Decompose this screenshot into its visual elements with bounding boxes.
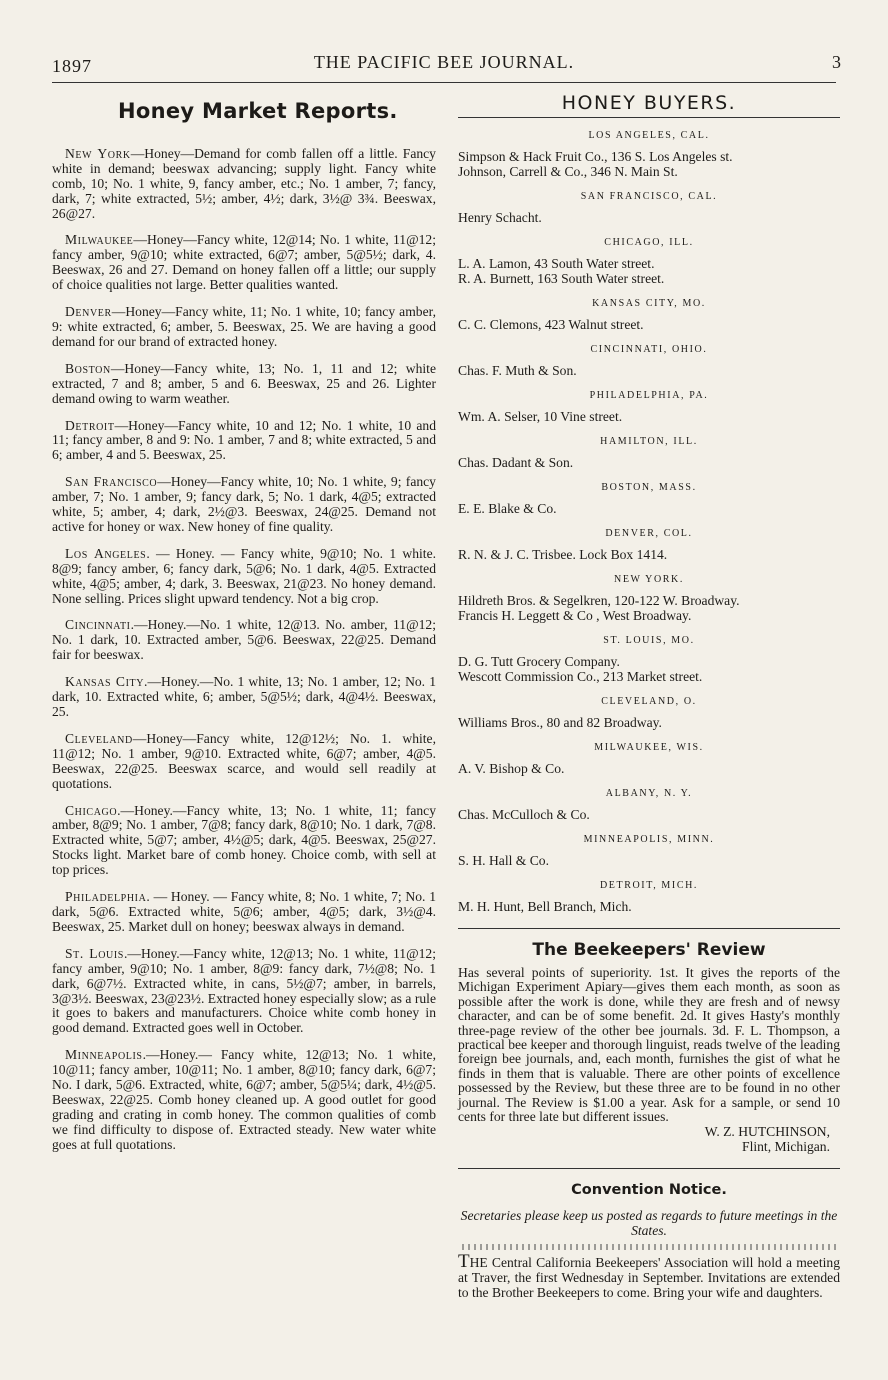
buyers-city-heading: DENVER, COL. <box>605 528 693 539</box>
ornamental-rule <box>462 1244 836 1250</box>
report-text: —Honey—Fancy white, 10 and 12; No. 1 white, 10 and 11; fancy amber, 8 and 9: No. 1 amber, 7 and 8; white extracted, 5 and 6; amber, 4 and 5. Beeswax, 25. <box>52 417 436 463</box>
report-city: San Francisco <box>65 474 158 490</box>
buyers-city-heading: CINCINNATI, OHIO. <box>590 344 708 355</box>
report-text: —Honey—Fancy white, 12@12½; No. 1. white, 11@12; No. 1 amber, 9@10. Extracted white, 6@7; amber, 4@5. Beeswax, 22@25. Beeswax scarce, and would sell readily at quotations. <box>52 730 436 791</box>
report-city: St. Louis <box>65 945 124 961</box>
report-city: Cleveland <box>65 730 133 746</box>
report-text: .—Honey.— Fancy white, 12@13; No. 1 white, 10@11; fancy amber, 10@11; No. 1 amber, 8@10; fancy dark, 6@7; No. I dark, 5@6. Extracted, white, 6@7; amber, 5@5¼; dark, 4½@5. Beeswax, 22@25. Comb honey cleaned up. A good outlet for good grading and crating in comb honey. The common qualities of comb we find difficulty to dispose of. Extracted steady. New water white goes at full quotations. <box>52 1047 436 1152</box>
report-text: .—Honey.—Fancy white, 13; No. 1 white, 11; fancy amber, 8@9; No. 1 amber, 7@8; fancy dark, 8@10; No. 1 dark, 7@8. Extracted white, 5@7; amber, 4½@5; dark, 4@5. Beeswax, 25@27. Stocks light. Market bare of comb honey. Choice comb, with sell at top prices. <box>52 802 436 878</box>
report-text: . — Honey. — Fancy white, 9@10; No. 1 white. 8@9; fancy amber, 6; fancy dark, 5@6; No. 1 dark, 4@5. Extracted white, 4@5; amber, 4; dark, 3. Beeswax, 21@23. No honey demand. None selling. Prices slight upward tendency. Not a big crop. <box>52 545 437 606</box>
buyers-list <box>458 128 840 914</box>
report-milwaukee <box>52 233 436 293</box>
report-text: —Honey—Fancy white, 11; No. 1 white, 10; fancy amber, 9: white extracted, 6; amber, 5. Beeswax, 25. We are having a good demand for our brand of extracted honey. <box>52 304 436 349</box>
review-signature-name: W. Z. HUTCHINSON, <box>704 1124 830 1140</box>
buyers-city-heading: BOSTON, MASS. <box>601 482 697 493</box>
page-number: 3 <box>832 52 842 72</box>
market-reports-title: Honey Market Reports. <box>118 99 398 123</box>
buyers-city-heading: SAN FRANCISCO, CAL. <box>580 191 718 202</box>
report-text: .—Honey.—No. 1 white, 13; No. 1 amber, 12; No. 1 dark, 10. Extracted white, 6; amber, 5@5½; dark, 4@4½. Beeswax, 25. <box>52 674 436 719</box>
report-philadelphia <box>52 890 436 935</box>
buyer-entry: D. G. Tutt Grocery Company. <box>458 654 620 669</box>
buyers-city-heading: ST. LOUIS, MO. <box>603 635 695 646</box>
header-year: 1897 <box>52 56 92 76</box>
report-text: .—Honey.—Fancy white, 12@13; No. 1 white, 11@12; fancy amber, 9@10; No. 1 amber, 8@9: fancy dark, 7½@8; No. 1 dark, 6@7½. Extracted white, in cans, 5½@7; amber, in barrels, 3@3½. Beeswax, 23@23½. Extracted honey especially slow; as a rule it goes to bakers and manufacturers. Choice white comb honey in good demand. Extracted goes well in October. <box>52 945 436 1036</box>
report-boston <box>52 362 436 407</box>
report-city: Detroit <box>65 417 115 433</box>
buyer-entry: Simpson & Hack Fruit Co., 136 S. Los Angeles st. <box>458 149 733 164</box>
report-city: Minneapolis <box>65 1047 143 1063</box>
review-title: The Beekeepers' Review <box>532 940 766 960</box>
buyer-entry: Chas. McCulloch & Co. <box>458 807 590 822</box>
buyer-entry: M. H. Hunt, Bell Branch, Mich. <box>458 899 632 914</box>
buyers-city-heading: MINNEAPOLIS, MINN. <box>583 834 715 845</box>
report-detroit <box>52 419 436 464</box>
report-minneapolis <box>52 1048 436 1152</box>
buyer-entry: R. A. Burnett, 163 South Water street. <box>458 271 665 286</box>
buyers-city-heading: CHICAGO, ILL. <box>604 237 694 248</box>
buyer-entry: S. H. Hall & Co. <box>458 853 550 868</box>
buyer-entry: Wescott Commission Co., 213 Market street. <box>458 669 703 684</box>
right-column <box>458 94 840 1300</box>
report-chicago <box>52 804 436 879</box>
report-text: —Honey—Demand for comb fallen off a little. Fancy white in demand; beeswax advancing; supply light. Fancy white comb, 10; No. 1 white, 9, fancy amber, etc.; No. 1 amber, 7; fancy, dark, 7; white extracted, 5½; amber, 4½; dark, 3½@ 3¾. Beeswax, 26@27. <box>52 145 436 221</box>
report-text: —Honey—Fancy white, 12@14; No. 1 white, 11@12; fancy amber, 9@10; white extracted, 6@7; amber, 5@5½; dark, 4. Beeswax, 26 and 27. Demand on honey fallen off a little; our supply of choice qualities not large. Better qualities wanted. <box>52 232 436 293</box>
report-city: New York <box>65 145 131 161</box>
buyers-city-heading: HAMILTON, ILL. <box>600 436 698 447</box>
buyers-city-heading: ALBANY, N. Y. <box>605 788 693 799</box>
drop-cap: T <box>458 1251 470 1273</box>
buyer-entry: Hildreth Bros. & Segelkren, 120-122 W. Broadway. <box>458 593 740 608</box>
buyers-city-heading: DETROIT, MICH. <box>599 880 699 891</box>
buyers-city-heading: MILWAUKEE, WIS. <box>594 742 704 753</box>
report-city: Denver <box>65 304 112 320</box>
buyer-entry: L. A. Lamon, 43 South Water street. <box>458 256 655 271</box>
report-new-york <box>52 147 436 222</box>
report-text: .—Honey.—No. 1 white, 12@13. No. amber, 11@12; No. 1 dark, 10. Extracted amber, 5@6. Beeswax, 22@25. Demand fair for beeswax. <box>52 617 436 663</box>
report-text: —Honey—Fancy white, 13; No. 1, 11 and 12; white extracted, 7 and 8; amber, 5 and 6. Beeswax, 25 and 26. Lighter demand owing to warm weather. <box>52 360 436 406</box>
convention-body <box>458 1251 840 1300</box>
buyers-city-heading: KANSAS CITY, MO. <box>592 298 706 309</box>
report-city: Kansas City <box>65 674 145 690</box>
report-city: Boston <box>65 360 111 376</box>
header-rule <box>52 82 836 83</box>
review-body: Has several points of superiority. 1st. It gives the reports of the Michigan Experiment Apiary—gives them each month, as soon as possible after the work is done, while they are fresh and of newsy character, and can be of some benefit. 2d. It gives Hasty's monthly three-page review of the other bee journals. 3d. F. L. Thompson, a practical bee keeper and thorough linguist, reads twelve of the leading foreign bee journals, and, each month, furnishes the gist of what he finds in them that is valuable. There are other points of excellence possessed by the Review, but these three are to be found in no other journal. The Review is $1.00 a year. Ask for a sample, or send 10 cents for three late but different issues. <box>458 965 840 1125</box>
report-city: Chicago <box>65 802 118 818</box>
convention-title: Convention Notice. <box>571 1182 727 1199</box>
report-city: Milwaukee <box>65 232 134 248</box>
report-city: Cincinnati <box>65 617 131 633</box>
review-signature-place: Flint, Michigan. <box>742 1139 830 1155</box>
buyer-entry: C. C. Clemons, 423 Walnut street. <box>458 317 644 332</box>
buyer-entry: Williams Bros., 80 and 82 Broadway. <box>458 715 662 730</box>
market-reports-list <box>52 147 436 1153</box>
report-los-angeles <box>52 547 436 607</box>
convention-text: HE Central California Beekeepers' Association will hold a meeting at Traver, the first Wednesday in September. Invitations are extended to the Brother Beekeepers to come. Bring your wife and daughters. <box>458 1255 840 1300</box>
buyer-entry: Chas. F. Muth & Son. <box>458 363 577 378</box>
buyer-entry: Wm. A. Selser, 10 Vine street. <box>458 409 623 424</box>
market-reports-column <box>52 98 436 1165</box>
honey-buyers-title: HONEY BUYERS. <box>458 96 840 118</box>
buyer-entry: E. E. Blake & Co. <box>458 501 557 516</box>
buyer-entry: Francis H. Leggett & Co , West Broadway. <box>458 608 692 623</box>
buyers-city-heading: PHILADELPHIA, PA. <box>589 390 709 401</box>
report-text: . — Honey. — Fancy white, 8; No. 1 white, 7; No. 1 dark, 5@6. Extracted white, 5@6; amber, 4@5; dark, 3½@4. Beeswax, 25. Market dull on honey; beeswax always in demand. <box>52 889 436 934</box>
report-kansas-city <box>52 675 436 720</box>
buyers-city-heading: LOS ANGELES, CAL. <box>588 130 710 141</box>
report-city: Philadelphia <box>65 889 147 905</box>
report-city: Los Angeles <box>65 545 147 561</box>
buyer-entry: Johnson, Carrell & Co., 346 N. Main St. <box>458 164 678 179</box>
buyer-entry: Henry Schacht. <box>458 210 542 225</box>
report-text: —Honey—Fancy white, 10; No. 1 white, 9; fancy amber, 7; No. 1 amber, 9; fancy dark, 5; No. 1 dark, 4@5; extracted white, 5; amber, 4; dark, 2½@3. Beeswax, 24@25. Demand not active for honey or wax. New honey of fine quality. <box>52 474 436 534</box>
report-denver <box>52 305 436 350</box>
report-cincinnati <box>52 618 436 663</box>
buyer-entry: A. V. Bishop & Co. <box>458 761 565 776</box>
report-san-francisco <box>52 475 436 535</box>
buyers-city-heading: NEW YORK. <box>614 574 684 585</box>
buyer-entry: R. N. & J. C. Trisbee. Lock Box 1414. <box>458 547 668 562</box>
buyer-entry: Chas. Dadant & Son. <box>458 455 574 470</box>
buyers-city-heading: CLEVELAND, O. <box>601 696 697 707</box>
journal-title: THE PACIFIC BEE JOURNAL. <box>313 52 575 72</box>
convention-subtitle: Secretaries please keep us posted as regards to future meetings in the States. <box>460 1208 838 1239</box>
report-st-louis <box>52 947 436 1036</box>
section-rule <box>458 1168 840 1169</box>
report-cleveland <box>52 732 436 792</box>
section-rule <box>458 928 840 929</box>
